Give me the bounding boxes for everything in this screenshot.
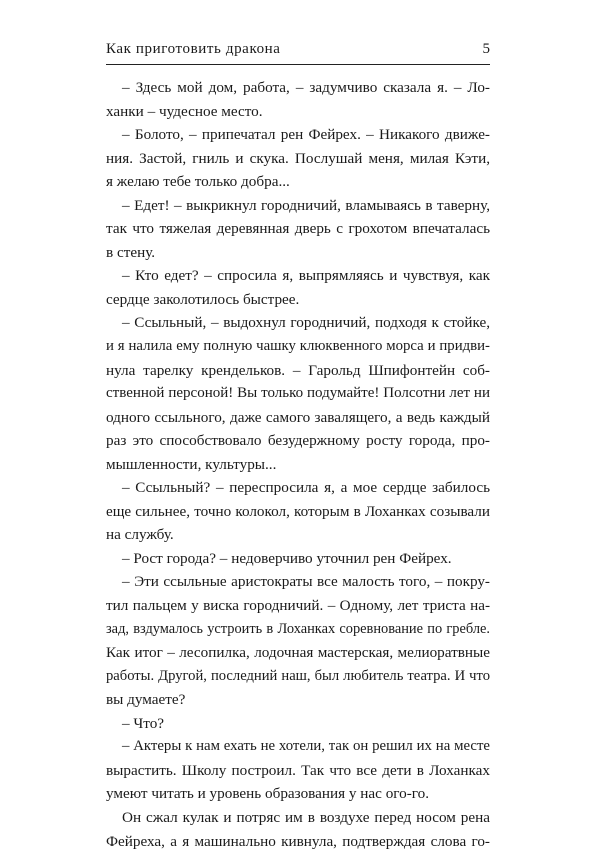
text-line: еще сильнее, точно колокол, которым в Лоханках созывали	[106, 500, 490, 524]
text-line: – Едет! – выкрикнул городничий, вламываясь в таверну,	[106, 194, 490, 218]
text-line: Фейреха, а я машинально кивнула, подтверждая слова го-	[106, 830, 490, 853]
text-line: – Болото, – припечатал рен Фейрех. – Никакого движе-	[106, 123, 490, 147]
text-line: ханки – чудесное место.	[106, 100, 490, 124]
text-line: ния. Застой, гниль и скука. Послушай меня, милая Кэти,	[106, 147, 490, 171]
text-line: Как итог – лесопилка, лодочная мастерская, мелиоратвные	[106, 641, 490, 665]
text-line: – Рост города? – недоверчиво уточнил рен Фейрех.	[106, 547, 490, 571]
text-line: я желаю тебе только добра...	[106, 170, 490, 194]
text-line: – Здесь мой дом, работа, – задумчиво сказала я. – Ло-	[106, 76, 490, 100]
text-line: умеют читать и уровень образования у нас ого-го.	[106, 782, 490, 806]
text-line: – Эти ссыльные аристократы все малость того, – покру-	[106, 570, 490, 594]
text-line: тил пальцем у виска городничий. – Одному, лет триста на-	[106, 594, 490, 618]
text-line: и я налила ему полную чашку клюквенного морса и придви-	[106, 335, 490, 359]
text-line: Он сжал кулак и потряс им в воздухе перед носом рена	[106, 806, 490, 830]
text-line: в стену.	[106, 241, 490, 265]
text-line: работы. Другой, последний наш, был любитель театра. И что	[106, 665, 490, 689]
page-number: 5	[483, 41, 491, 58]
text-line: на службу.	[106, 523, 490, 547]
header-divider	[106, 64, 490, 65]
text-line: – Ссыльный, – выдохнул городничий, подходя к стойке,	[106, 311, 490, 335]
running-header	[106, 41, 490, 63]
text-line: ственной персоной! Вы только подумайте! Полсотни лет ни	[106, 382, 490, 406]
body-text	[106, 76, 490, 853]
text-line: вы думаете?	[106, 688, 490, 712]
text-line: – Что?	[106, 712, 490, 736]
text-line: – Кто едет? – спросила я, выпрямляясь и чувствуя, как	[106, 264, 490, 288]
text-line: зад, вздумалось устроить в Лоханках соревнование по гребле.	[106, 618, 490, 642]
text-line: – Ссыльный? – переспросила я, а мое сердце забилось	[106, 476, 490, 500]
text-line: вырастить. Школу построил. Так что все дети в Лоханках	[106, 759, 490, 783]
running-header-title: Как приготовить дракона	[106, 41, 281, 58]
text-line: одного ссыльного, даже самого завалящего, а ведь каждый	[106, 406, 490, 430]
text-line: так что тяжелая деревянная дверь с грохотом впечаталась	[106, 217, 490, 241]
text-line: сердце заколотилось быстрее.	[106, 288, 490, 312]
text-line: – Актеры к нам ехать не хотели, так он решил их на месте	[106, 735, 490, 759]
text-line: мышленности, культуры...	[106, 453, 490, 477]
text-line: нула тарелку крендельков. – Гарольд Шпифонтейн соб-	[106, 359, 490, 383]
text-line: раз это способствовало безудержному росту города, про-	[106, 429, 490, 453]
